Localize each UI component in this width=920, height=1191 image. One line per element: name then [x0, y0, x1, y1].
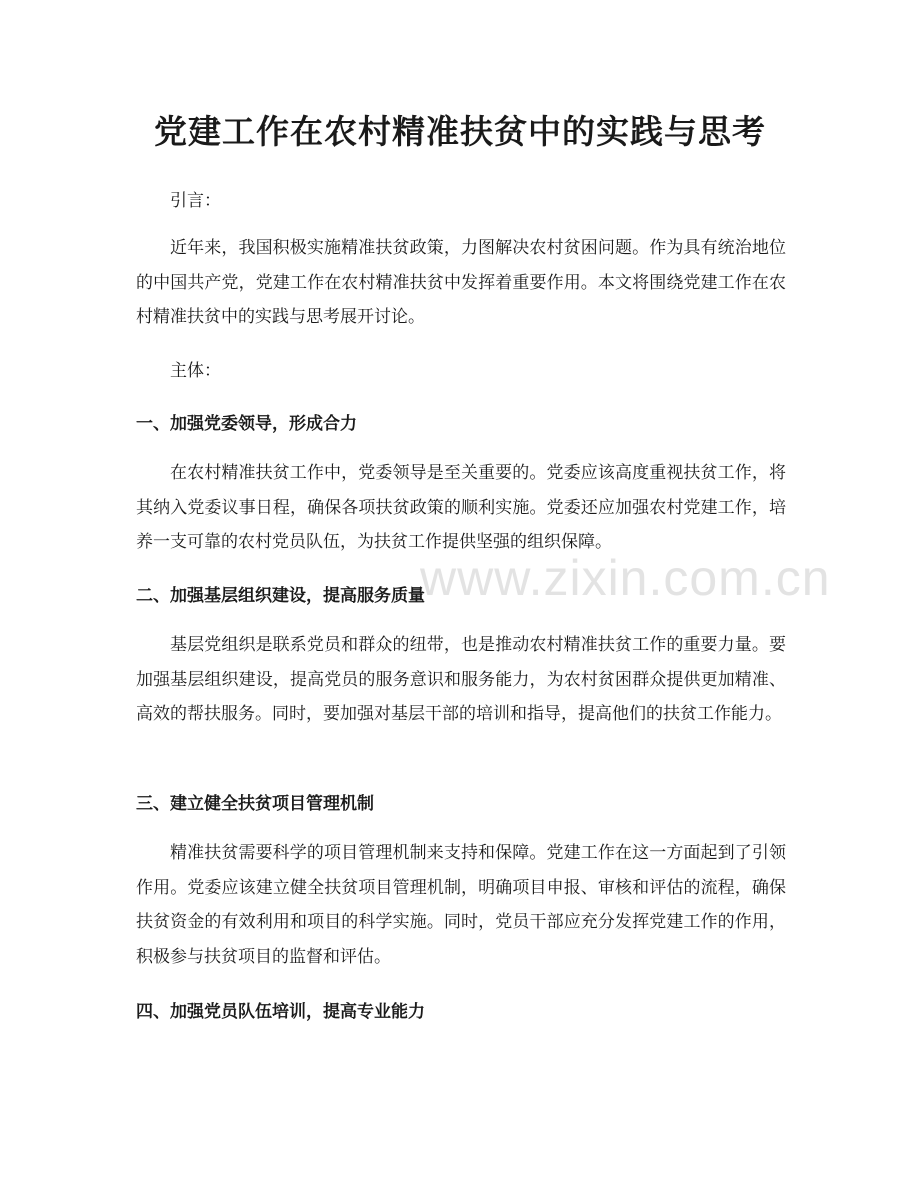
watermark: www.zixin.com.cn	[420, 550, 831, 606]
document-title: 党建工作在农村精准扶贫中的实践与思考	[154, 112, 766, 151]
section-heading-3: 三、建立健全扶贫项目管理机制	[136, 794, 374, 814]
section-paragraph-1: 在农村精准扶贫工作中，党委领导是至关重要的。党委应该高度重视扶贫工作，将其纳入党委议事日程，确保各项扶贫政策的顺利实施。党委还应加强农村党建工作，培养一支可靠的农村党员队伍，为扶贫工作提供坚强的组织保障。	[136, 463, 786, 552]
intro-label: 引言：	[170, 191, 221, 211]
intro-paragraph: 近年来，我国积极实施精准扶贫政策，力图解决农村贫困问题。作为具有统治地位的中国共产党，党建工作在农村精准扶贫中发挥着重要作用。本文将围绕党建工作在农村精准扶贫中的实践与思考展开讨论。	[136, 238, 786, 327]
section-heading-4: 四、加强党员队伍培训，提高专业能力	[136, 1002, 425, 1022]
section-paragraph-3: 精准扶贫需要科学的项目管理机制来支持和保障。党建工作在这一方面起到了引领作用。党委应该建立健全扶贫项目管理机制，明确项目申报、审核和评估的流程，确保扶贫资金的有效利用和项目的科学实施。同时，党员干部应充分发挥党建工作的作用，积极参与扶贫项目的监督和评估。	[136, 843, 786, 967]
section-heading-2: 二、加强基层组织建设，提高服务质量	[136, 586, 425, 606]
section-heading-1: 一、加强党委领导，形成合力	[136, 414, 357, 434]
section-paragraph-2: 基层党组织是联系党员和群众的纽带，也是推动农村精准扶贫工作的重要力量。要加强基层组织建设，提高党员的服务意识和服务能力，为农村贫困群众提供更加精准、高效的帮扶服务。同时，要加强对基层干部的培训和指导，提高他们的扶贫工作能力。	[136, 635, 786, 724]
body-label: 主体：	[170, 361, 221, 381]
